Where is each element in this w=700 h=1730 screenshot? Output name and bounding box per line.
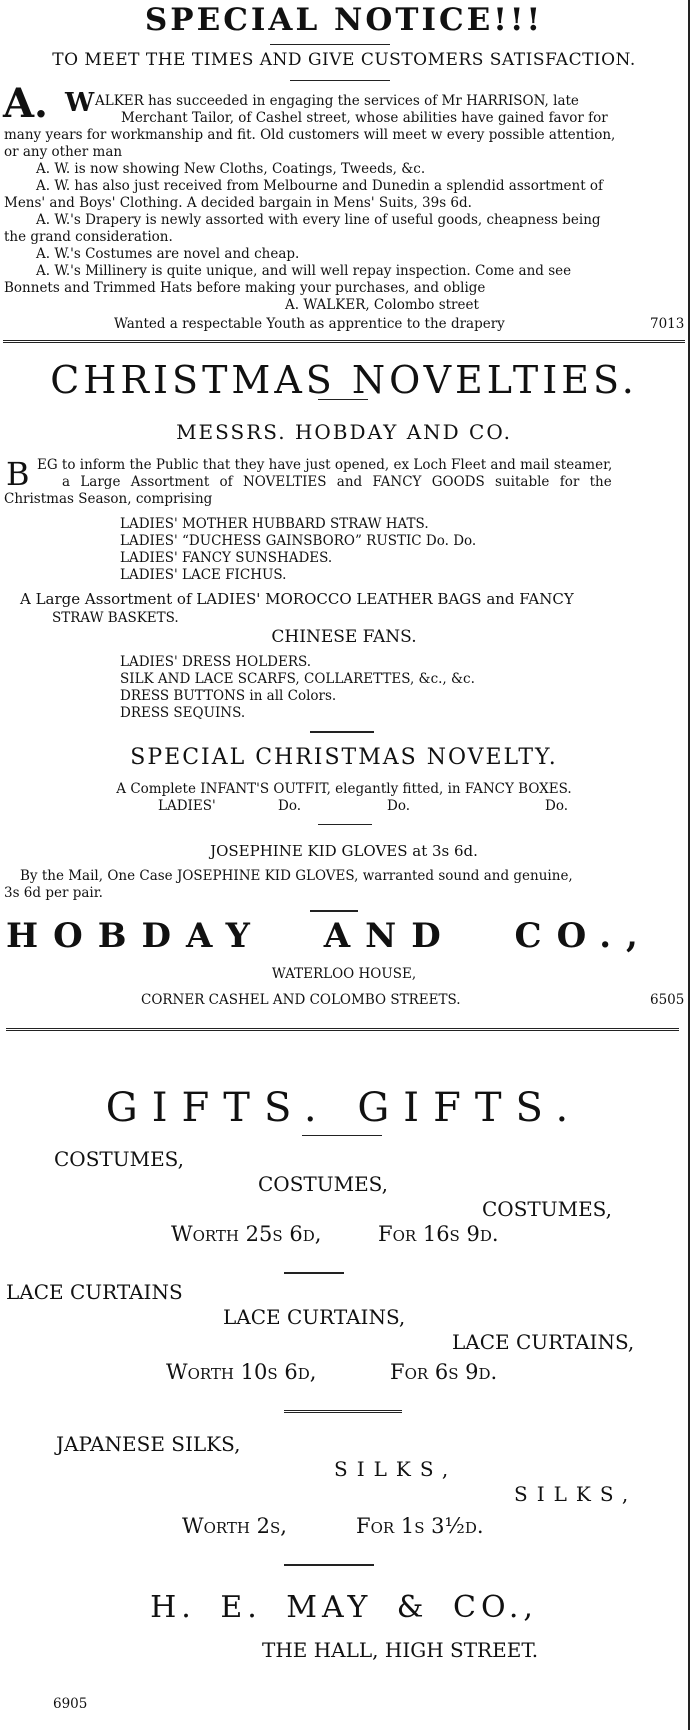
ad3-curtains-for: For 6s 9d. (390, 1360, 498, 1384)
ad1-line-4: or any other man (4, 144, 123, 160)
ad2-intro-1: EG to inform the Public that they have just opened, ex Loch Fleet and mail steamer, (37, 457, 613, 473)
ad1-line-2: Merchant Tailor, of Cashel street, whose abilities have gained favor for (121, 110, 608, 126)
ad2-item2-4: DRESS SEQUINS. (120, 705, 246, 721)
ad3-silks-1: JAPANESE SILKS, (56, 1432, 241, 1456)
ad1-dropcap-w: W (65, 88, 95, 118)
ad2-house: WATERLOO HOUSE, (271, 966, 417, 982)
ad2-special: SPECIAL CHRISTMAS NOVELTY. (130, 745, 558, 770)
ad2-item-4: LADIES' LACE FICHUS. (120, 567, 287, 583)
ad3-silks-2: SILKS, (334, 1457, 458, 1481)
ad2-headline: CHRISTMAS NOVELTIES. (50, 358, 638, 402)
ad1-short-rule (270, 44, 390, 45)
ad2-outfit-1: A Complete INFANT'S OUTFIT, elegantly fitted, in FANCY BOXES. (116, 781, 572, 797)
ad1-short-rule-2 (290, 80, 390, 81)
ad2-outfit-ladies: LADIES' (158, 798, 216, 814)
ad3-curtains-1: LACE CURTAINS (6, 1280, 183, 1304)
ad1-wanted: Wanted a respectable Youth as apprentice to the drapery (114, 316, 505, 332)
ad2-item-3: LADIES' FANCY SUNSHADES. (120, 550, 333, 566)
ad1-line-1: ALKER has succeeded in engaging the services of Mr HARRISON, late (95, 93, 579, 109)
ad3-title-underline (302, 1135, 382, 1136)
ad2-outfit-do-3: Do. (545, 798, 569, 814)
ad1-headline: SPECIAL NOTICE!!! (144, 2, 544, 38)
ad3-silks-for: For 1s 3½d. (356, 1514, 484, 1538)
ad1-ref: 7013 (650, 316, 685, 332)
ad2-short-rule-1 (310, 731, 374, 733)
ad2-item-1: LADIES' MOTHER HUBBARD STRAW HATS. (120, 516, 429, 532)
ad1-line-9: the grand consideration. (4, 229, 173, 245)
ad3-headline: GIFTS. GIFTS. (105, 1085, 583, 1131)
ad2-dropcap: B (6, 455, 30, 493)
ad2-bags-2: STRAW BASKETS. (52, 610, 179, 626)
ad1-line-12: Bonnets and Trimmed Hats before making your purchases, and oblige (4, 280, 486, 296)
ad1-line-11: A. W.'s Millinery is quite unique, and will well repay inspection. Come and see (36, 263, 572, 279)
ad1-line-3: many years for workmanship and fit. Old customers will meet w every possible attention, (4, 127, 616, 143)
ad1-line-5: A. W. is now showing New Cloths, Coatings, Tweeds, &c. (36, 161, 426, 177)
ad2-intro-3: Christmas Season, comprising (4, 491, 213, 507)
ad1-line-6: A. W. has also just received from Melbourne and Dunedin a splendid assortment of (36, 178, 604, 194)
ad1-subhead: TO MEET THE TIMES AND GIVE CUSTOMERS SATISFACTION. (52, 50, 636, 70)
ad3-costumes-3: COSTUMES, (482, 1197, 613, 1221)
ad3-costumes-for: For 16s 9d. (378, 1222, 499, 1246)
ad2-outfit-do-1: Do. (278, 798, 302, 814)
ad2-gloves-2: 3s 6d per pair. (4, 885, 103, 901)
ad3-costumes-2: COSTUMES, (258, 1172, 389, 1196)
ad2-firm-big: HOBDAY AND CO., (6, 916, 653, 956)
ad3-address: THE HALL, HIGH STREET. (262, 1638, 539, 1662)
ad2-fans: CHINESE FANS. (271, 627, 417, 647)
ad2-intro-2: a Large Assortment of NOVELTIES and FANCY GOODS suitable for the (62, 474, 612, 490)
ad1-line-8: A. W.'s Drapery is newly assorted with every line of useful goods, cheapness being (36, 212, 601, 228)
ad2-item-2: LADIES' “DUCHESS GAINSBORO” RUSTIC Do. Do. (120, 533, 477, 549)
ad3-short-rule-2 (284, 1410, 402, 1413)
ad2-gloves-1: By the Mail, One Case JOSEPHINE KID GLOVES, warranted sound and genuine, (20, 868, 573, 884)
ad2-title-underline (318, 399, 368, 400)
ad3-curtains-3: LACE CURTAINS, (452, 1330, 635, 1354)
ad2-item2-1: LADIES' DRESS HOLDERS. (120, 654, 312, 670)
ad3-silks-3: SILKS, (514, 1482, 638, 1506)
ad3-curtains-2: LACE CURTAINS, (223, 1305, 406, 1329)
ad1-dropcap-a: A. (3, 80, 48, 127)
ad3-costumes-1: COSTUMES, (54, 1147, 185, 1171)
ad1-line-7: Mens' and Boys' Clothing. A decided bargain in Mens' Suits, 39s 6d. (4, 195, 472, 211)
ad2-item2-3: DRESS BUTTONS in all Colors. (120, 688, 337, 704)
ad2-short-rule-3 (310, 910, 358, 912)
ad2-item2-2: SILK AND LACE SCARFS, COLLARETTES, &c., &c. (120, 671, 475, 687)
ad2-bags-1: A Large Assortment of LADIES' MOROCCO LEATHER BAGS and FANCY (20, 590, 574, 608)
ad2-firm: MESSRS. HOBDAY AND CO. (176, 420, 512, 444)
ad1-line-10: A. W.'s Costumes are novel and cheap. (36, 246, 300, 262)
ad2-divider (6, 1028, 679, 1031)
ad2-address: CORNER CASHEL AND COLOMBO STREETS. (141, 992, 461, 1008)
ad3-costumes-worth: Worth 25s 6d, (171, 1222, 322, 1246)
ad3-short-rule-3 (284, 1564, 374, 1566)
ad3-silks-worth: Worth 2s, (182, 1514, 287, 1538)
ad3-short-rule-1 (284, 1272, 344, 1274)
ad1-signature: A. WALKER, Colombo street (285, 297, 479, 313)
ad1-divider (3, 340, 685, 343)
ad2-ref: 6505 (650, 992, 685, 1008)
ad2-short-rule-2 (318, 824, 372, 825)
ad3-ref: 6905 (53, 1696, 88, 1712)
ad3-curtains-worth: Worth 10s 6d, (166, 1360, 317, 1384)
ad2-outfit-do-2: Do. (387, 798, 411, 814)
ad2-gloves-heading: JOSEPHINE KID GLOVES at 3s 6d. (210, 842, 478, 860)
ad3-firm: H. E. MAY & CO., (150, 1590, 538, 1625)
